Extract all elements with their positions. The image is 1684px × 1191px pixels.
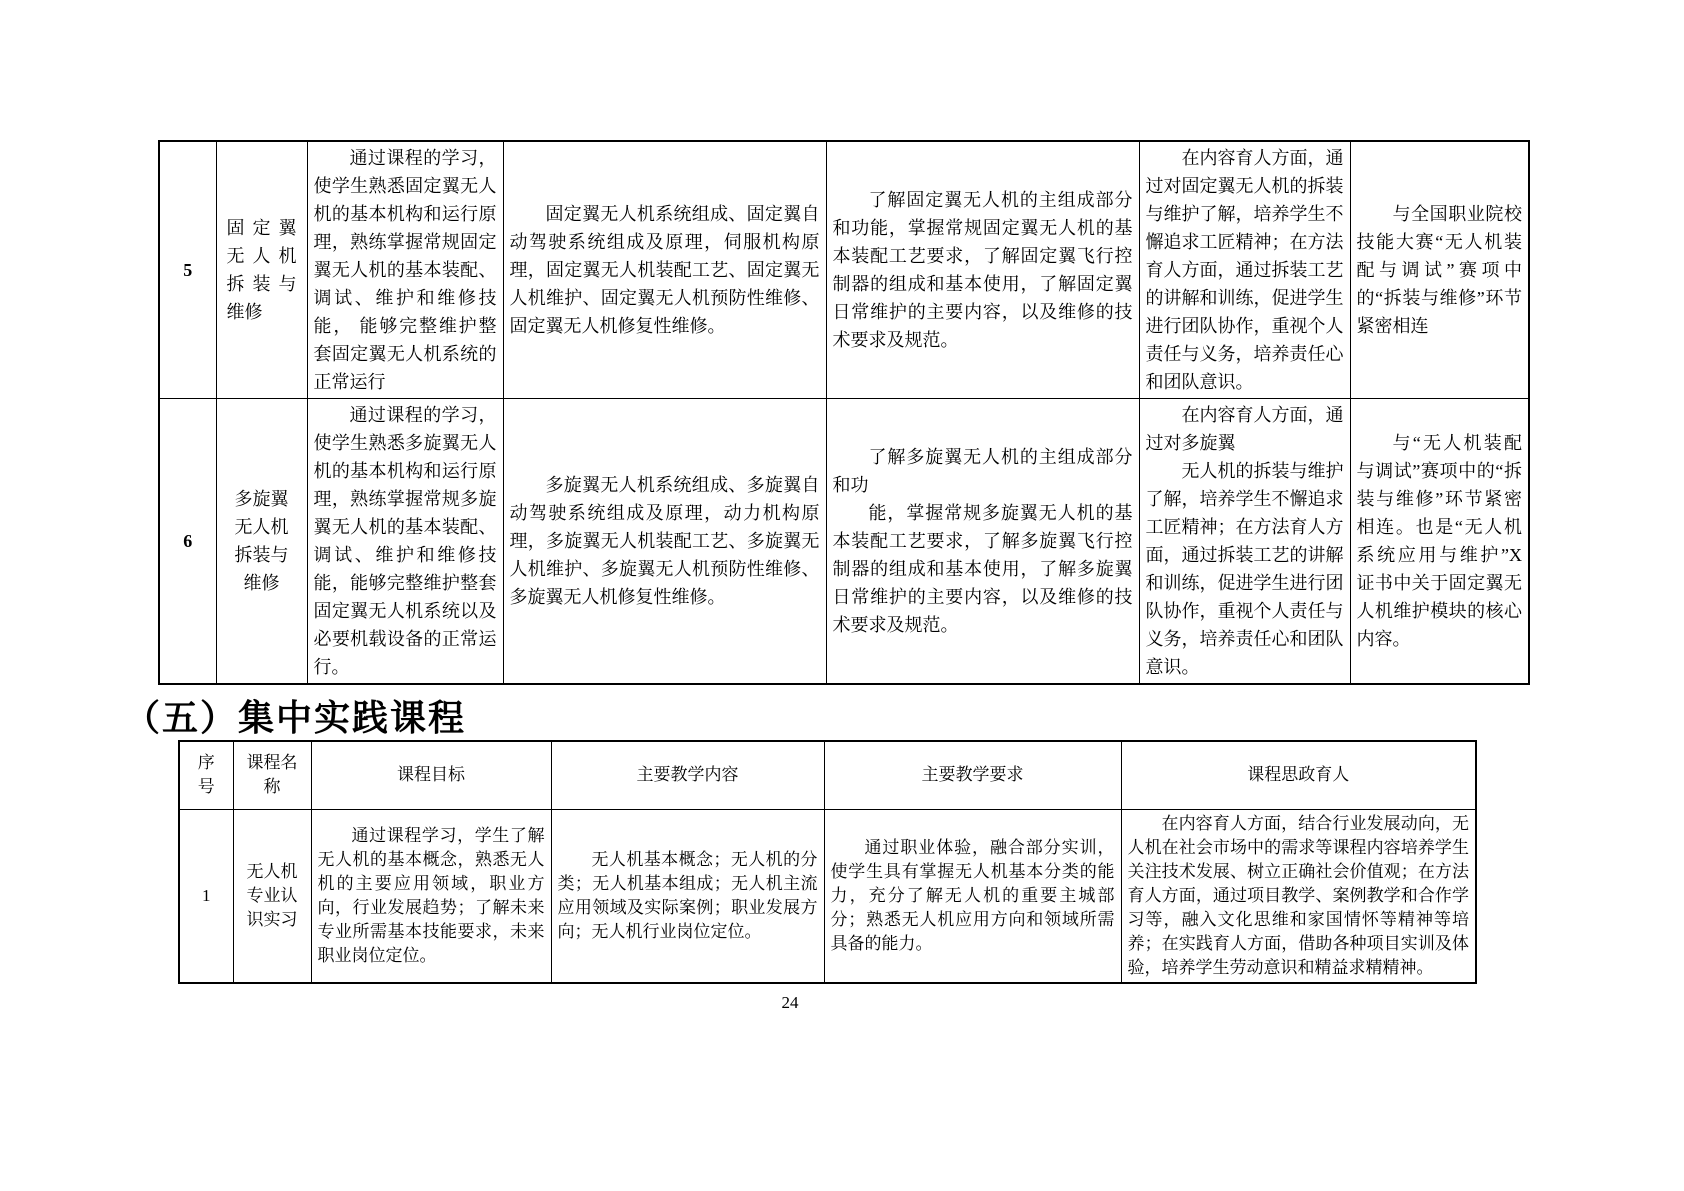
competition-link-text: 与全国职业院校技能大赛“无人机装配与调试”赛项中的“拆装与维修”环节紧密相连 <box>1356 204 1522 336</box>
teaching-content-text: 无人机基本概念；无人机的分类；无人机基本组成；无人机主流应用领域及实际案例；职业发展方向；无人机行业岗位定位。 <box>557 849 818 941</box>
cell-ideology-education <box>1121 809 1476 983</box>
cell-ideology-education <box>1139 399 1350 685</box>
ideology-education-text: 无人机的拆装与维护了解，培养学生不懈追求工匠精神；在方法育人方面，通过拆装工艺的讲解和训练，促进学生进行团队协作，重视个人责任与义务，培养责任心和团队意识。 <box>1145 461 1344 677</box>
cell-teaching-content <box>503 399 826 685</box>
cell-seq-no: 1 <box>179 809 233 983</box>
header-teaching-content: 主要教学内容 <box>551 741 824 809</box>
teaching-requirement-text: 了解固定翼无人机的主组成部分和功能，掌握常规固定翼无人机的基本装配工艺要求，了解固定翼飞行控制器的组成和基本使用，了解固定翼日常维护的主要内容，以及维修的技术要求及规范。 <box>832 190 1133 350</box>
cell-teaching-requirement <box>826 141 1139 399</box>
cell-course-name: 多旋翼无人机拆装与维修 <box>216 399 307 685</box>
cell-course-goal <box>311 809 551 983</box>
cell-ideology-education <box>1139 141 1350 399</box>
cell-course-goal <box>307 141 503 399</box>
table-header-row <box>179 741 1476 809</box>
cell-teaching-content <box>503 141 826 399</box>
header-course-goal: 课程目标 <box>311 741 551 809</box>
course-goal-text: 通过课程的学习，使学生熟悉固定翼无人机的基本机构和运行原理，熟练掌握常规固定翼无人机的基本装配、调试、维护和维修技能， 能够完整维护整套固定翼无人机系统的正常运行 <box>313 148 497 392</box>
ideology-education-text: 在内容育人方面，结合行业发展动向，无人机在社会市场中的需求等课程内容培养学生关注技术发展、树立正确社会价值观；在方法育人方面，通过项目教学、案例教学和合作学习等，融入文化思维和家国情怀等精神等培养；在实践育人方面，借助各种项目实训及体验，培养学生劳动意识和精益求精精神。 <box>1127 813 1469 977</box>
section-heading: （五）集中实践课程 <box>124 697 467 738</box>
teaching-requirement-text: 能，掌握常规多旋翼无人机的基本装配工艺要求，了解多旋翼飞行控制器的组成和基本使用，了解多旋翼日常维护的主要内容，以及维修的技术要求及规范。 <box>832 503 1133 635</box>
ideology-education-text: 在内容育人方面，通过对多旋翼 <box>1145 405 1344 453</box>
course-goal-text: 通过课程学习，学生了解无人机的基本概念，熟悉无人机的主要应用领域，职业方向，行业发展趋势；了解未来专业所需基本技能要求，未来职业岗位定位。 <box>317 825 545 965</box>
header-seq-no: 序号 <box>179 741 233 809</box>
competition-link-text: 与“无人机装配与调试”赛项中的“拆装与维修”环节紧密相连。也是“无人机系统应用与维护”X 证书中关于固定翼无人机维护模块的核心内容。 <box>1356 433 1522 649</box>
teaching-requirement-text: 通过职业体验，融合部分实训，使学生具有掌握无人机基本分类的能力，充分了解无人机的重要主城部分；熟悉无人机应用方向和领域所需具备的能力。 <box>830 837 1115 953</box>
table-row <box>159 399 1529 685</box>
cell-course-name: 无人机专业认识实习 <box>233 809 311 983</box>
header-teaching-requirement: 主要教学要求 <box>824 741 1121 809</box>
practice-course-table <box>178 740 1477 984</box>
header-ideology-education: 课程思政育人 <box>1121 741 1476 809</box>
ideology-education-text: 在内容育人方面，通过对固定翼无人机的拆装与维护了解，培养学生不懈追求工匠精神；在方法育人方面，通过拆装工艺的讲解和训练，促进学生进行团队协作，重视个人责任与义务，培养责任心和团队意识。 <box>1145 148 1344 392</box>
cell-teaching-requirement <box>824 809 1121 983</box>
cell-teaching-content <box>551 809 824 983</box>
cell-competition-link <box>1350 141 1529 399</box>
teaching-content-text: 固定翼无人机系统组成、固定翼自动驾驶系统组成及原理，伺服机构原理，固定翼无人机装配工艺、固定翼无人机维护、固定翼无人机预防性维修、固定翼无人机修复性维修。 <box>509 204 820 336</box>
cell-course-name: 固定翼无人机拆装与维修 <box>216 141 307 399</box>
cell-course-goal <box>307 399 503 685</box>
table-row <box>159 141 1529 399</box>
cell-seq-no: 6 <box>159 399 216 685</box>
cell-teaching-requirement <box>826 399 1139 685</box>
page-number: 24 <box>781 993 799 1012</box>
table-row <box>179 809 1476 983</box>
course-goal-text: 通过课程的学习，使学生熟悉多旋翼无人机的基本机构和运行原理，熟练掌握常规多旋翼无人机的基本装配、调试、维护和维修技能，能够完整维护整套固定翼无人机系统以及必要机载设备的正常运行。 <box>313 405 497 677</box>
teaching-requirement-text: 了解多旋翼无人机的主组成部分和功 <box>832 447 1133 495</box>
teaching-content-text: 多旋翼无人机系统组成、多旋翼自动驾驶系统组成及原理，动力机构原理，多旋翼无人机装配工艺、多旋翼无人机维护、多旋翼无人机预防性维修、多旋翼无人机修复性维修。 <box>509 475 820 607</box>
header-course-name: 课程名称 <box>233 741 311 809</box>
cell-seq-no: 5 <box>159 141 216 399</box>
cell-competition-link <box>1350 399 1529 685</box>
course-table-continued <box>158 140 1530 685</box>
